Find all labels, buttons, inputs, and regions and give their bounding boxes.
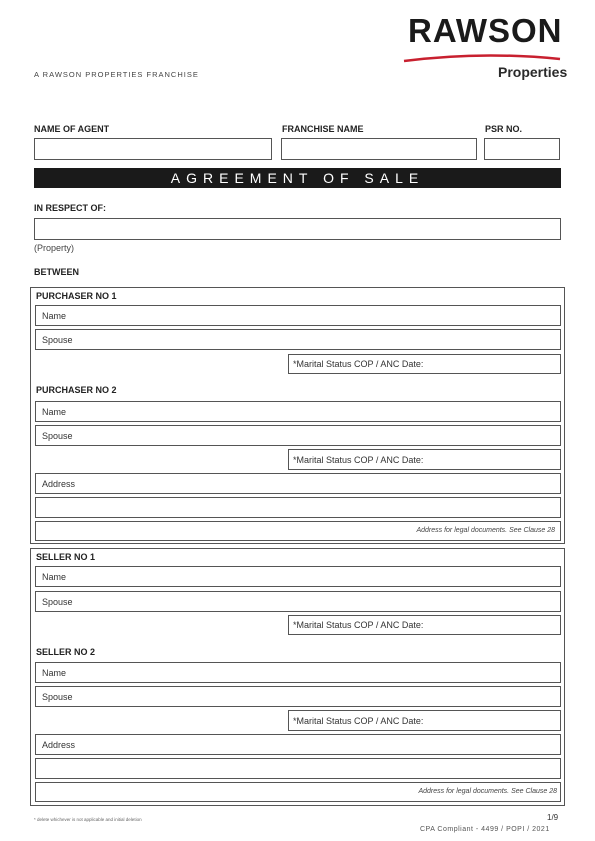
field-label: Spouse bbox=[42, 596, 73, 607]
between-label: BETWEEN bbox=[34, 267, 79, 277]
field-label: Name bbox=[42, 406, 67, 417]
field-label: Name bbox=[42, 571, 67, 582]
seller-section bbox=[30, 548, 565, 806]
field-label: Name bbox=[42, 667, 67, 678]
agreement-title: AGREEMENT OF SALE bbox=[34, 168, 561, 188]
compliance-text: CPA Compliant - 4499 / POPI / 2021 bbox=[420, 826, 550, 833]
field-label: *Marital Status COP / ANC Date: bbox=[293, 620, 424, 630]
psr-label: PSR NO. bbox=[485, 124, 523, 134]
franchise-text: A RAWSON PROPERTIES FRANCHISE bbox=[34, 70, 199, 79]
seller2-title: SELLER NO 2 bbox=[36, 647, 96, 657]
purchaser1-spouse-field[interactable] bbox=[35, 329, 561, 350]
delete-note: * delete whichever is not applicable and initial deletion bbox=[34, 817, 142, 822]
seller-address-line3[interactable] bbox=[35, 782, 561, 802]
purchaser2-marital-field[interactable] bbox=[288, 449, 561, 470]
field-label: Address bbox=[42, 739, 76, 750]
seller-legal-note: Address for legal documents. See Clause 28 bbox=[418, 788, 557, 795]
purchaser2-name-field[interactable] bbox=[35, 401, 561, 422]
purchaser-legal-note: Address for legal documents. See Clause 28 bbox=[416, 527, 555, 534]
purchaser1-title: PURCHASER NO 1 bbox=[36, 291, 117, 301]
logo-swoosh bbox=[402, 53, 562, 63]
purchaser-address-field[interactable] bbox=[35, 473, 561, 494]
field-label: *Marital Status COP / ANC Date: bbox=[293, 454, 424, 465]
field-label: Name bbox=[42, 310, 67, 321]
field-label: Spouse bbox=[42, 691, 73, 702]
purchaser-address-line3[interactable] bbox=[35, 521, 561, 541]
seller1-name-field[interactable] bbox=[35, 566, 561, 587]
purchaser1-name-field[interactable] bbox=[35, 305, 561, 326]
purchaser1-marital-field[interactable] bbox=[288, 354, 561, 374]
purchaser-section bbox=[30, 287, 565, 544]
purchaser2-spouse-field[interactable] bbox=[35, 425, 561, 446]
page-number: 1/9 bbox=[547, 813, 559, 822]
field-label: Spouse bbox=[42, 334, 73, 345]
logo-properties: Properties bbox=[498, 64, 568, 80]
agent-name-label: NAME OF AGENT bbox=[34, 124, 110, 134]
respect-label: IN RESPECT OF: bbox=[34, 203, 107, 213]
seller2-name-field[interactable] bbox=[35, 662, 561, 683]
purchaser-address-line2[interactable] bbox=[35, 497, 561, 518]
property-field[interactable] bbox=[34, 218, 561, 240]
seller1-spouse-field[interactable] bbox=[35, 591, 561, 612]
property-caption: (Property) bbox=[34, 243, 75, 253]
purchaser2-title: PURCHASER NO 2 bbox=[36, 385, 117, 395]
seller-address-field[interactable] bbox=[35, 734, 561, 755]
franchise-name-label: FRANCHISE NAME bbox=[282, 124, 364, 134]
field-label: Address bbox=[42, 478, 76, 489]
field-label: *Marital Status COP / ANC Date: bbox=[293, 715, 424, 726]
seller1-marital-field[interactable] bbox=[288, 615, 561, 635]
field-label: *Marital Status COP / ANC Date: bbox=[293, 359, 424, 369]
agent-name-field[interactable] bbox=[34, 138, 272, 160]
seller2-marital-field[interactable] bbox=[288, 710, 561, 731]
seller2-spouse-field[interactable] bbox=[35, 686, 561, 707]
seller-address-line2[interactable] bbox=[35, 758, 561, 779]
seller1-title: SELLER NO 1 bbox=[36, 552, 96, 562]
field-label: Spouse bbox=[42, 430, 73, 441]
psr-field[interactable] bbox=[484, 138, 560, 160]
rawson-logo: RAWSON bbox=[408, 12, 563, 49]
franchise-name-field[interactable] bbox=[281, 138, 477, 160]
